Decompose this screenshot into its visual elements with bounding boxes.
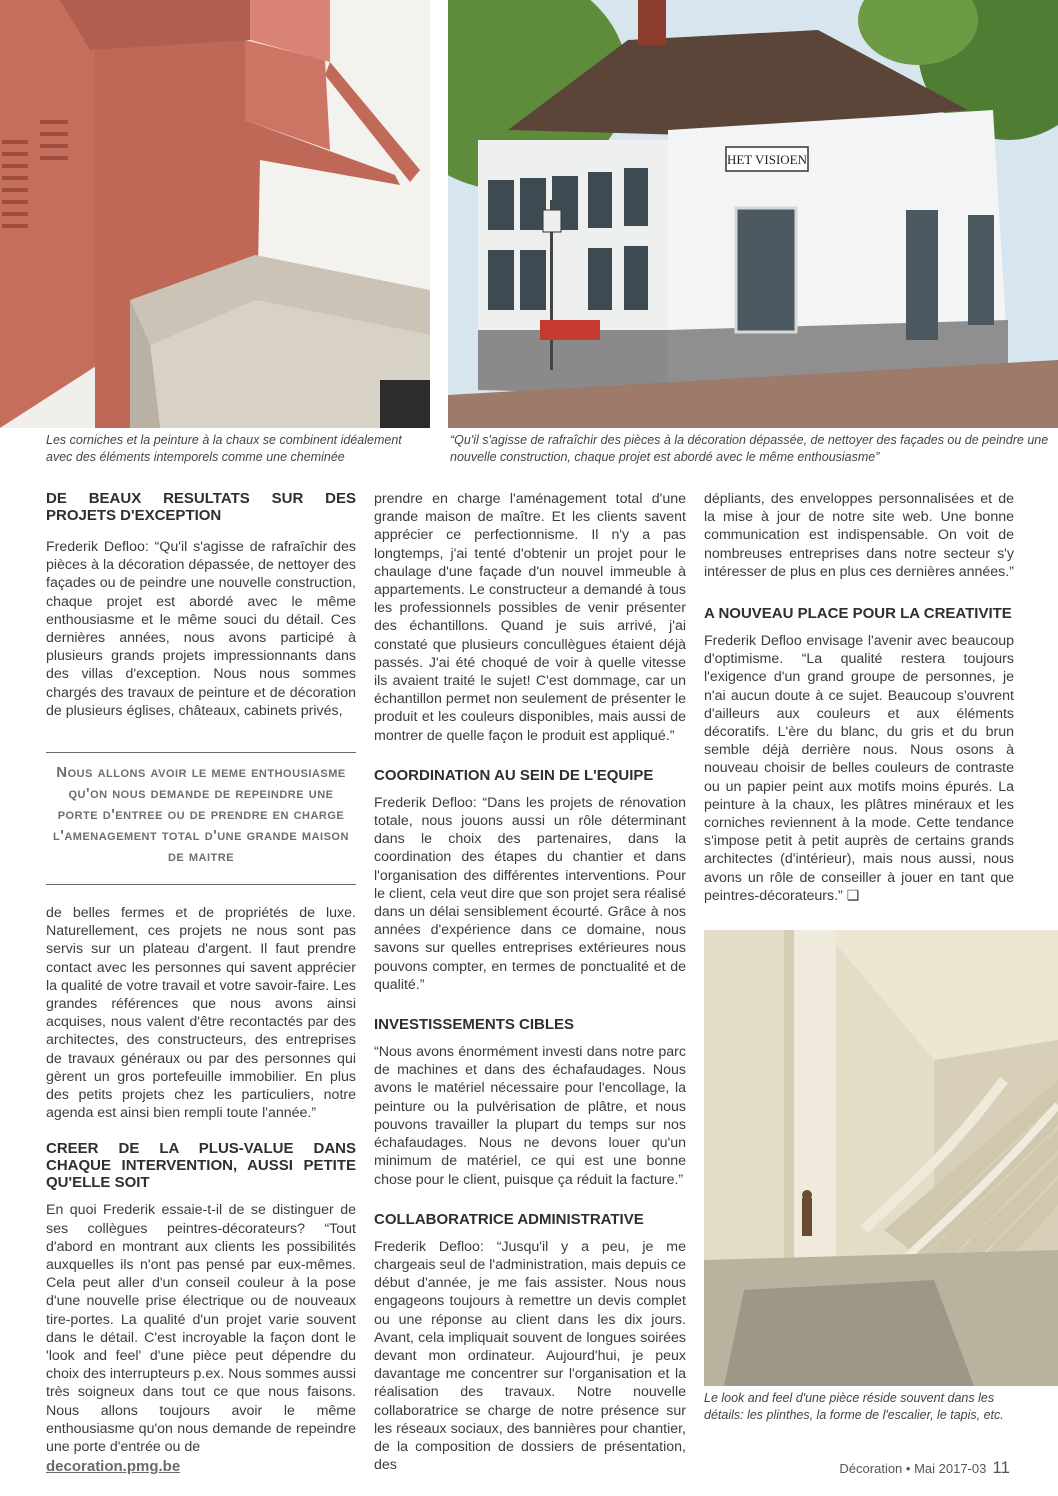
publication-info: Décoration • Mai 2017-03: [839, 1461, 987, 1476]
column-1-top: [46, 490, 356, 720]
column-1-bottom: [46, 904, 356, 1456]
heading-coordination: COORDINATION AU SEIN DE L'EQUIPE: [374, 766, 654, 784]
col2-paragraph-1: prendre en charge l'aménagement total d'une grande maison de maître. Et les clients savent apprécier ce perfectionnisme. Il n'y a pas longtemps, j'ai tenté d'obtenir un projet pour le chaulage d'une façade d'un nouvel immeuble à appartements. Le constructeur a demandé à tous les professionnels possibles de venir présenter des échantillons. Quand je suis arrivé, j'ai constaté que plusieurs concullègues étaient déjà passés. J'ai été choqué de voir à quelle vitesse ils avaient traité le sujet! C'est dommage, car un échantillon permet non seulement de présenter le produit et les couleurs disponibles, mais aussi de montrer de quelle façon le produit est appliqué.”: [374, 491, 686, 744]
house-caption: “Qu'il s'agisse de rafraîchir des pièces à la décoration dépassée, de nettoyer des façades ou de peindre une nouvelle construction, chaque projet est abordé avec le même enthousiasme”: [450, 433, 1049, 464]
heading-collaboratrice: COLLABORATRICE ADMINISTRATIVE: [374, 1210, 644, 1228]
col2-paragraph-4: Frederik Defloo: “Jusqu'il y a peu, je me chargeais seul de l'administration, mais depuis ce début d'année, je me fais assister. Nous nous engageons toujours à remettre un devis complet ou une réponse au client dans les dix jours. Avant, cela impliquait souvent de longues soirées devant mon ordinateur. Aujourd'hui, je peux davantage me concentrer sur l'organisation et la réalisation des travaux. Notre nouvelle collaboratrice se charge de notre présence sur les réseaux sociaux, des bannières pour chantier, de la composition de dossiers de présentation, des: [374, 1238, 686, 1474]
pull-quote: Nous allons avoir le meme enthousiasme qu'on nous demande de repeindre une porte d'entree ou de prendre en charge l'amenagement total d'une grande maison de maitre: [53, 764, 349, 865]
page-number: 11: [992, 1458, 1010, 1477]
heading-creer-plus-value: CREER DE LA PLUS-VALUE DANS CHAQUE INTERVENTION, AUSSI PETITE QU'ELLE SOIT: [46, 1140, 356, 1192]
house-photo: [448, 0, 1058, 428]
staircase-illustration: [704, 930, 1058, 1386]
fireplace-caption: Les corniches et la peinture à la chaux se combinent idéalement avec des éléments intemporels comme une cheminée: [46, 433, 402, 464]
house-sign-text: HET VISIOEN: [726, 152, 808, 167]
fireplace-illustration: [0, 0, 430, 428]
house-illustration: [448, 0, 1058, 428]
quote-rule-bottom: [46, 884, 356, 885]
fireplace-photo: [0, 0, 430, 428]
col3-paragraph-1: dépliants, des enveloppes personnalisées et de la mise à jour de notre site web. Une bonne communication est indispensable. On voit de nombreuses entreprises dans notre secteur s'y intéresser de plus en plus ces dernières années.”: [704, 491, 1014, 580]
col2-paragraph-3: “Nous avons énormément investi dans notre parc de machines et dans des échafaudages. Nous avons le matériel nécessaire pour l'encollage, la peinture ou la pulvérisation de plâtre, et nous pouvons travailler la plupart du temps sur nos échafaudages. Nous ne devons louer qu'un minimum de matériel, ce qui est une bonne chose pour le client, puisque ça réduit la facture.”: [374, 1044, 686, 1188]
col1-paragraph-3: En quoi Frederik essaie-t-il de se distinguer de ses collègues peintres-décorateurs? “Tout d'abord en montrant aux clients les possibilités auxquelles ils n'ont pas pensé par eux-mêmes. Cela peut aller d'un conseil couleur à la pose d'une nouvelle prise électrique ou de nouveaux tire-portes. La qualité d'un projet varie souvent dans le détail. C'est incroyable la façon dont le 'look and feel' d'une pièce peut dépendre du choix des interrupteurs p.ex. Nous sommes aussi très soigneux dans tout ce que nous faisons. Nous allons toujours avoir le même enthousiasme qu'on nous demande de repeindre une porte d'entrée ou de: [46, 1202, 356, 1456]
staircase-photo: [704, 930, 1058, 1386]
footer-publication: [839, 1458, 1010, 1478]
heading-investissements: INVESTISSEMENTS CIBLES: [374, 1016, 575, 1034]
col1-paragraph-1: Frederik Defloo: “Qu'il s'agisse de rafraîchir des pièces à la décoration dépassée, de nettoyer des façades ou de peindre une nouvelle construction, chaque projet est abordé avec le même enthousiasme et le même souci du détail. Ces dernières années, nous avons participé à plusieurs grands projets impressionnants dans des villas d'exception. Nous nous sommes chargés des travaux de peinture et de décoration de plusieurs églises, châteaux, cabinets privés,: [46, 539, 356, 719]
footer-website-link[interactable]: decoration.pmg.be: [46, 1458, 181, 1475]
col1-paragraph-2: de belles fermes et de propriétés de luxe. Naturellement, ces projets ne nous sont pas servis sur un plateau d'argent. Il faut prendre contact avec les personnes qui savent apprécier la qualité de votre travail et votre savoir-faire. Les grandes références que nous avons ainsi acquises, nous valent d'être recontactés par des architectes, des constructeurs, des entreprises de travaux généraux ou par des personnes qui gèrent un gros portefeuille immobilier. En plus des petits projets chez les particuliers, notre agenda est ainsi bien rempli toute l'année.”: [46, 905, 356, 1122]
heading-beaux-resultats: DE BEAUX RESULTATS SUR DES PROJETS D'EXCEPTION: [46, 490, 356, 524]
staircase-caption: Le look and feel d'une pièce réside souvent dans les détails: les plinthes, la forme de l'escalier, le tapis, etc.: [704, 1391, 1004, 1422]
column-3: [704, 490, 1014, 905]
end-mark-icon: ❑: [846, 887, 860, 904]
quote-rule-top: [46, 752, 356, 753]
col3-paragraph-2: Frederik Defloo envisage l'avenir avec beaucoup d'optimisme. “La qualité restera toujours l'exigence d'un grand groupe de personnes, je n'ai aucun doute à ce sujet. Beaucoup s'ouvrent d'ailleurs aux couleurs et aux éléments décoratifs. L'ère du blanc, du gris et du brun semble déjà derrière nous. Nous osons à nouveau choisir de belles couleurs de contraste ou un papier peint aux motifs moins épurés. La peinture à la chaux, les plâtres minéraux et les corniches reviennent à la mode. Cette tendance s'impose petit à petit auprès de certains grands architectes (d'intérieur), mais nous aussi, nous avons un rôle de conseiller à jouer en tant que peintres-décorateurs.”: [704, 633, 1014, 904]
col2-paragraph-2: Frederik Defloo: “Dans les projets de rénovation totale, nous jouons aussi un rôle déterminant dans le choix des partenaires, dans la coordination des étapes du chantier et dans l'organisation des différentes interventions. Pour le client, cela veut dire que son projet sera réalisé dans un délai sensiblement écourté. Grâce à nos années d'expérience dans ce domaine, nous savons sur quelles entreprises extérieures nous pouvons compter, en termes de ponctualité et de qualité.”: [374, 794, 686, 993]
heading-nouveau-place: A NOUVEAU PLACE POUR LA CREATIVITE: [704, 605, 1012, 623]
column-2: [374, 490, 686, 1474]
